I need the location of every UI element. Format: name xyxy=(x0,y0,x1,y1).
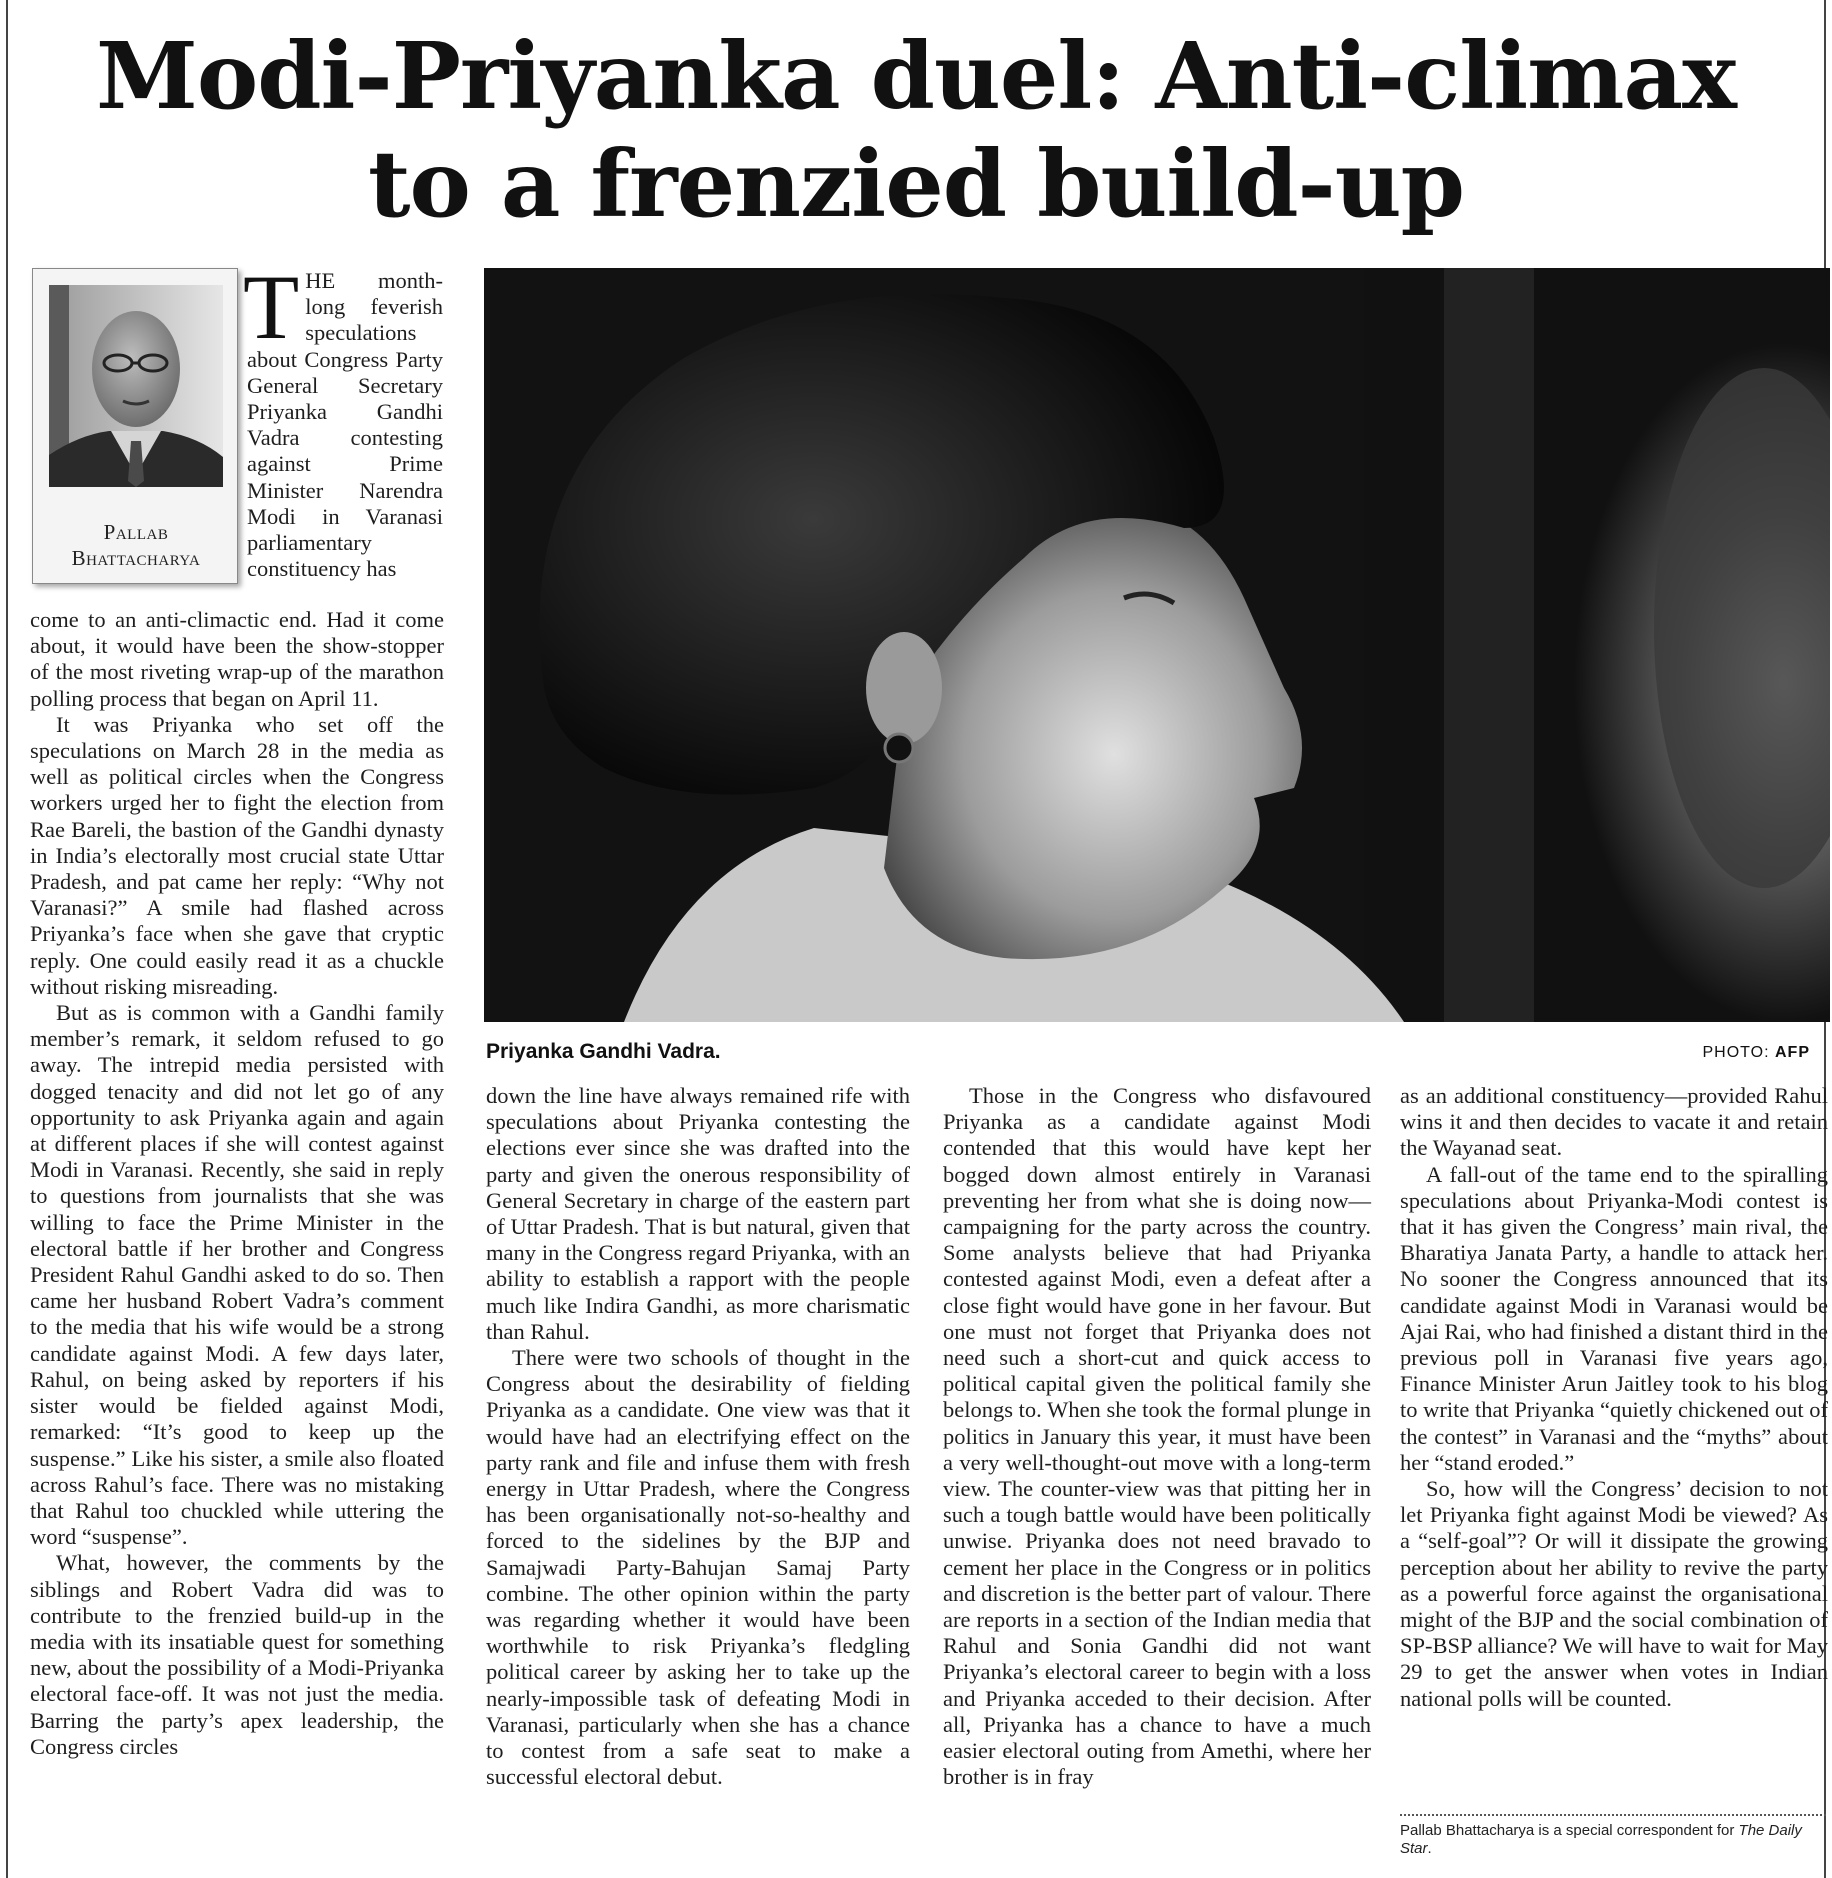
article-paragraph: What, however, the comments by the siblings and Robert Vadra did was to contribute to the frenzied build-up in the media with its insatiable quest for something new, about the possibility of a Modi-Priyanka electoral face-off. It was not just the media. Barring the party’s apex leadership, the Congress circles xyxy=(30,1550,444,1759)
lead-photo xyxy=(484,268,1830,1022)
bio-divider xyxy=(1400,1814,1826,1816)
article-column-1-intro xyxy=(243,256,443,582)
author-name xyxy=(33,519,239,571)
intro-text: HE month-long feverish speculations about Congress Party General Secretary Priyanka Gandhi Vadra contesting against Prime Minister Narendra Modi in Varanasi parliamentary constituency has xyxy=(247,268,443,582)
article-paragraph: Those in the Congress who disfavoured Priyanka as a candidate against Modi contended that this would have kept her bogged down almost entirely in Varanasi preventing her from what she is doing now—campaigning for the party across the country. Some analysts believe that had Priyanka contested against Modi, even a defeat after a close fight would have gone in her favour. But one must not forget that Priyanka does not need such a short-cut and quick access to political capital given the political family she belongs to. When she took the formal plunge in politics in January this year, it must have been a very well-thought-out move with a long-term view. The counter-view was that pitting her in such a tough battle would have been politically unwise. Priyanka does not need bravado to cement her place in the Congress or in politics and discretion is the better part of valour. There are reports in a section of the Indian media that Rahul and Sonia Gandhi did not want Priyanka’s electoral career to begin with a loss and Priyanka acceded to their decision. After all, Priyanka has a chance to have a much easier electoral outing from Amethi, where her brother is in fray xyxy=(943,1083,1371,1790)
author-photo xyxy=(49,285,223,487)
article-column-4 xyxy=(1400,1083,1828,1712)
author-portrait-image xyxy=(49,285,223,487)
author-bio-end: . xyxy=(1427,1840,1432,1857)
headline xyxy=(0,22,1832,238)
article-column-3 xyxy=(943,1083,1371,1790)
headline-line-2: to a frenzied build-up xyxy=(368,130,1464,238)
article-column-1 xyxy=(30,607,444,1760)
article-column-2 xyxy=(486,1083,910,1790)
author-last-name: Bhattacharya xyxy=(71,546,201,570)
article-paragraph: come to an anti-climactic end. Had it come about, it would have been the show-stopper of the most riveting wrap-up of the marathon polling process that began on April 11. xyxy=(30,607,444,711)
headline-line-1: Modi-Priyanka duel: Anti-climax xyxy=(96,22,1736,130)
article-paragraph: as an additional constituency—provided Rahul wins it and then decides to vacate it and retain the Wayanad seat. xyxy=(1400,1083,1828,1161)
article-paragraph: So, how will the Congress’ decision to not let Priyanka fight against Modi be viewed? As a “self-goal”? Or will it dissipate the growing perception about her ability to revive the party as a powerful force against the organisational might of the BJP and the social combination of SP-BSP alliance? We will have to wait for May 29 to get the answer when votes in Indian national polls will be counted. xyxy=(1400,1476,1828,1711)
author-bio xyxy=(1400,1822,1826,1858)
article-paragraph: There were two schools of thought in the Congress about the desirability of fielding Priyanka as a candidate. One view was that it would have had an electrifying effect on the party rank and file and infuse them with fresh energy in Uttar Pradesh, where the Congress has been organisationally not-so-healthy and forced to the sidelines by the BJP and Samajwadi Party-Bahujan Samaj Party combine. The other opinion within the party was regarding whether it would have been worthwhile to risk Priyanka’s fledgling political career by asking her to take up the nearly-impossible task of defeating Modi in Varanasi, particularly when she has a chance to contest from a safe seat to make a successful electoral debut. xyxy=(486,1345,910,1790)
photo-caption: Priyanka Gandhi Vadra. xyxy=(486,1040,721,1063)
photo-credit-source: AFP xyxy=(1775,1044,1810,1061)
photo-credit xyxy=(1703,1044,1811,1062)
author-first-name: Pallab xyxy=(103,520,169,544)
photo-credit-prefix: PHOTO: xyxy=(1702,1044,1770,1061)
author-box xyxy=(32,268,238,584)
article-paragraph: A fall-out of the tame end to the spiralling speculations about Priyanka-Modi contest is that it has given the Congress’ main rival, the Bharatiya Janata Party, a handle to attack her. No sooner the Congress announced that its candidate against Modi in Varanasi would be Ajai Rai, who had finished a distant third in the previous poll in Varanasi five years ago, Finance Minister Arun Jaitley took to his blog to write that Priyanka “quietly chickened out of the contest” in Varanasi and the “myths” about her “stand eroded.” xyxy=(1400,1161,1828,1475)
article-paragraph-intro xyxy=(243,256,443,582)
drop-cap: T xyxy=(243,256,300,358)
article-paragraph: But as is common with a Gandhi family member’s remark, it seldom refused to go away. The intrepid media persisted with dogged tenacity and did not let go of any opportunity to ask Priyanka again and again at different places if she will contest against Modi in Varanasi. Recently, she said in reply to questions from journalists that she was willing to face the Prime Minister in the electoral battle if her brother and Congress President Rahul Gandhi asked to do so. Then came her husband Robert Vadra’s comment to the media that his wife would be a strong candidate against Modi. A few days later, Rahul, on being asked by reporters if his sister would be fielded against Modi, remarked: “It’s good to keep up the suspense.” Like his sister, a smile also floated across Rahul’s face. There was no mistaking that Rahul too chuckled while uttering the word “suspense”. xyxy=(30,1000,444,1550)
article-paragraph: down the line have always remained rife with speculations about Priyanka contesting the elections ever since she was drafted into the party and given the onerous responsibility of General Secretary in charge of the eastern part of Uttar Pradesh. That is but natural, given that many in the Congress regard Priyanka, with an ability to establish a rapport with the people much like Indira Gandhi, as more charismatic than Rahul. xyxy=(486,1083,910,1344)
publication-name: The Daily Star xyxy=(1400,1822,1802,1857)
lead-photo-image xyxy=(484,268,1830,1022)
article-paragraph: It was Priyanka who set off the speculations on March 28 in the media as well as political circles when the Congress workers urged her to fight the election from Rae Bareli, the bastion of the Gandhi dynasty in India’s electorally most crucial state Uttar Pradesh, and pat came her reply: “Why not Varanasi?” A smile had flashed across Priyanka’s face when she gave that cryptic reply. One could easily read it as a chuckle without risking misreading. xyxy=(30,711,444,999)
author-bio-text: Pallab Bhattacharya is a special correspondent for xyxy=(1400,1822,1739,1839)
